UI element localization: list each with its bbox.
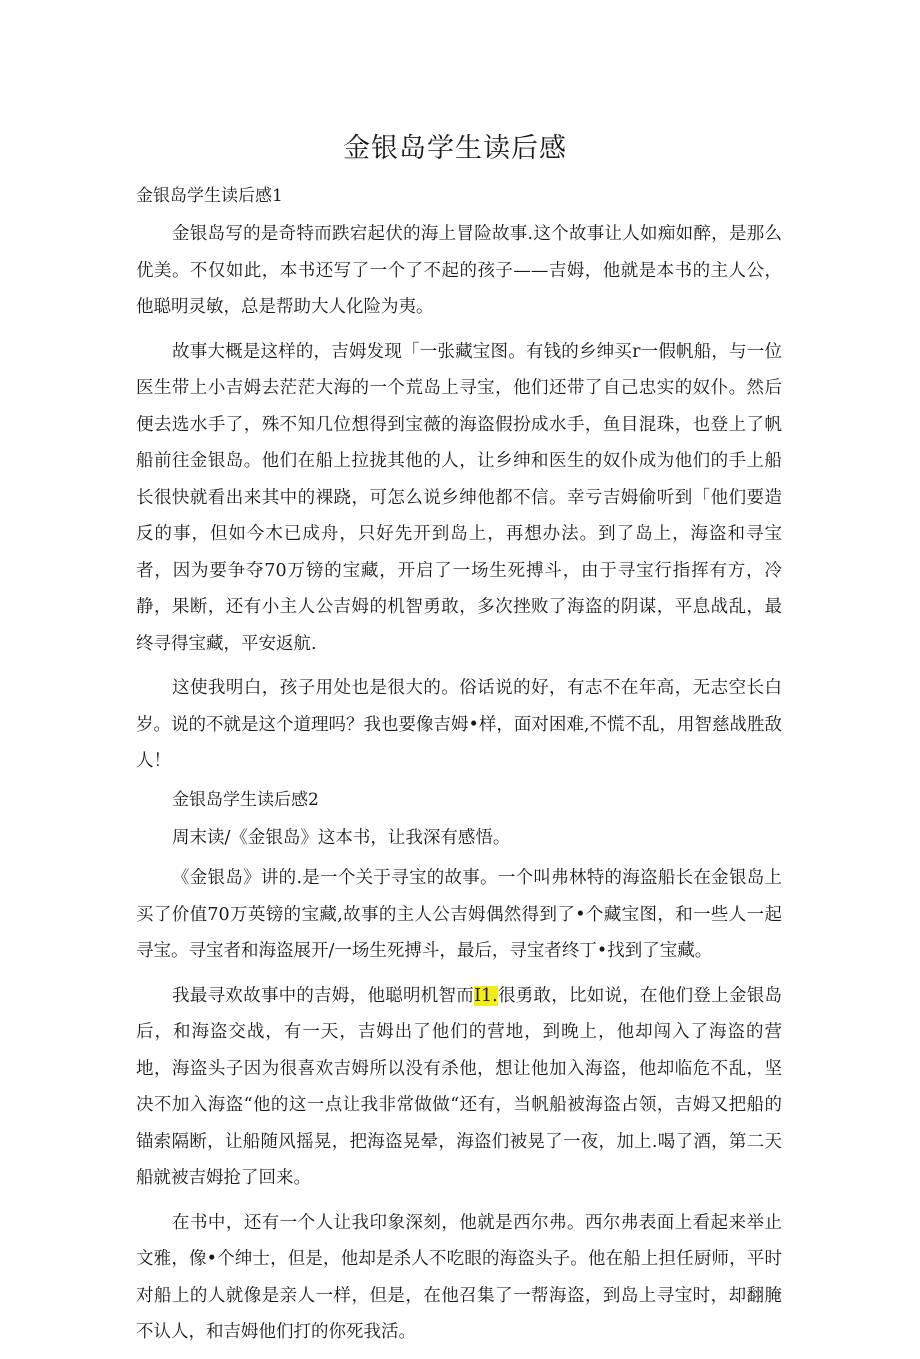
section-1-paragraph-2: 故事大概是这样的，吉姆发现「一张藏宝图。有钱的乡绅买r一假帆船，与一位医生带上小吉姆去茫茫大海的一个荒岛上寻宝，他们还带了自己忠实的奴仆。然后便去选水手了，殊不知几位想得到宝薇的海盗假扮成水手，鱼目混珠，也登上了帆船前往金银岛。他们在船上拉拢其他的人，让乡绅和医生的奴仆成为他们的手上船长很快就看出来其中的裸跷，可怎么说乡绅他都不信。幸亏吉姆偷听到「他们要造反的事，但如今木已成舟，只好先开到岛上，再想办法。到了岛上，海盗和寻宝者，因为要争夺70万镑的宝藏，开启了一场生死搏斗，由于寻宝行指挥有方，冷静，果断，还有小主人公吉姆的机智勇敢，多次挫败了海盗的阴谋，平息战乱，最终寻得宝藏，平安返航. bbox=[136, 341, 782, 654]
document-body bbox=[136, 180, 782, 1359]
paragraph-3-text-before: 我最寻欢故事中的吉姆，他聪明机智而 bbox=[172, 985, 475, 1006]
section-2-paragraph-4: 在书中，还有一个人让我印象深刻，他就是西尔弗。西尔弗表面上看起来举止文雅，像•个绅士，但是，他却是杀人不吃眼的海盗头子。他在船上担任厨师，平时对船上的人就像是亲人一样，但是，在他召集了一帮海盗，到岛上寻宝时，却翻腌不认人，和吉姆他们打的你死我活。 bbox=[136, 1212, 782, 1342]
section-2-heading: 金银岛学生读后感2 bbox=[172, 789, 319, 810]
section-1-heading: 金银岛学生读后感1 bbox=[136, 186, 283, 206]
section-2-paragraph-2: 《金银岛》讲的.是一个关于寻宝的故事。一个叫弗林特的海盗船长在金银岛上买了价值70万英镑的宝藏,故事的主人公吉姆偶然得到了•个藏宝图，和一些人一起寻宝。寻宝者和海盗展开/一场生死搏斗，最后，寻宝者终丁•找到了宝藏。 bbox=[136, 868, 782, 961]
section-1-paragraph-3: 这使我明白，孩子用处也是很大的。俗话说的好，有志不在年高，无志空长白岁。说的不就是这个道理吗？我也要像吉姆•样，面对困难,不慌不乱，用智慈战胜敌人！ bbox=[136, 678, 782, 771]
paragraph-3-text-after: 很勇敢，比如说，在他们登上金银岛后，和海盗交战，有一天，吉姆出了他们的营地，到晚上，他却闯入了海盗的营地，海盗头子因为很喜欢吉姆所以没有杀他，想让他加入海盗，他却临危不乱，坚决不加入海盗“他的这一点让我非常做做“还有，当帆船被海盗占领，吉姆又把船的锚索隔断，让船随风摇晃，把海盗晃晕，海盗们被晃了一夜，加上.喝了酒，第二天船就被吉姆抢了回来。 bbox=[136, 985, 783, 1188]
highlighted-text: I1. bbox=[474, 985, 498, 1006]
section-1-paragraph-1: 金银岛写的是奇特而跌宕起伏的海上冒险故事.这个故事让人如痴如醉，是那么优美。不仅如此，本书还写了一个了不起的孩子——吉姆，他就是本书的主人公，他聪明灵敏，总是帮助大人化险为夷。 bbox=[136, 224, 782, 317]
document-title: 金银岛学生读后感 bbox=[343, 133, 567, 164]
section-2-paragraph-3 bbox=[136, 978, 782, 1197]
section-2-intro: 周末读/《金银岛》这本书，让我深有感悟。 bbox=[172, 827, 511, 848]
